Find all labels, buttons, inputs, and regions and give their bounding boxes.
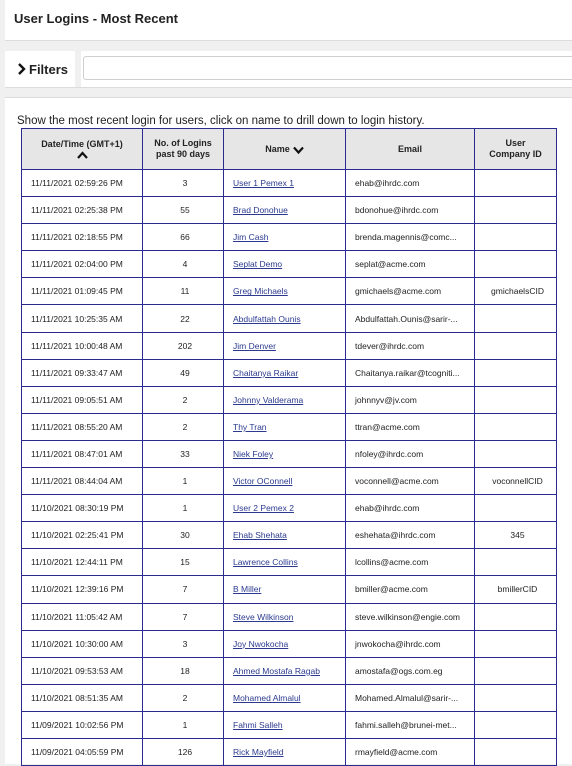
email-cell: eshehata@ihrdc.com: [346, 522, 475, 549]
login-count-cell: 2: [143, 684, 224, 711]
logins-table: [21, 128, 557, 766]
chevron-down-icon: [293, 146, 304, 154]
report-description: Show the most recent login for users, click on name to drill down to login history.: [17, 115, 425, 127]
user-name-cell: [224, 657, 346, 684]
company-id-cell: [475, 440, 557, 467]
login-datetime-cell: 11/10/2021 08:30:19 PM: [22, 495, 143, 522]
user-name-link[interactable]: Jim Cash: [233, 232, 269, 243]
logins-column-header: [143, 129, 224, 170]
company-id-cell: [475, 657, 557, 684]
company-id-cell: [475, 305, 557, 332]
user-name-link[interactable]: Ahmed Mostafa Ragab: [233, 665, 320, 676]
user-name-cell: [224, 576, 346, 603]
login-datetime-cell: 11/09/2021 10:02:56 PM: [22, 711, 143, 738]
email-cell: tdever@ihrdc.com: [346, 332, 475, 359]
login-count-cell: 30: [143, 522, 224, 549]
chevron-up-icon: [77, 151, 88, 159]
table-header-row: [22, 129, 557, 170]
filters-divider: [75, 51, 81, 87]
company-id-cell: [475, 197, 557, 224]
user-name-link[interactable]: Seplat Demo: [233, 259, 283, 270]
datetime-header-label: Date/Time (GMT+1): [41, 139, 123, 149]
login-datetime-cell: 11/10/2021 12:39:16 PM: [22, 576, 143, 603]
company-id-column-header: [475, 129, 557, 170]
user-name-link[interactable]: Thy Tran: [233, 421, 267, 432]
filters-panel: [5, 51, 572, 88]
company-id-cell: [475, 332, 557, 359]
company-header-line2: Company ID: [489, 149, 542, 159]
company-id-cell: gmichaelsCID: [475, 278, 557, 305]
user-name-cell: [224, 386, 346, 413]
login-datetime-cell: 11/11/2021 09:05:51 AM: [22, 386, 143, 413]
email-cell: ehab@ihrdc.com: [346, 170, 475, 197]
company-id-cell: [475, 549, 557, 576]
user-name-cell: [224, 251, 346, 278]
login-datetime-cell: 11/10/2021 02:25:41 PM: [22, 522, 143, 549]
table-row: [22, 522, 557, 549]
login-count-cell: 1: [143, 711, 224, 738]
datetime-column-header[interactable]: [22, 129, 143, 170]
user-name-cell: [224, 359, 346, 386]
company-id-cell: [475, 251, 557, 278]
login-count-cell: 3: [143, 170, 224, 197]
login-datetime-cell: 11/10/2021 09:53:53 AM: [22, 657, 143, 684]
table-row: [22, 278, 557, 305]
email-cell: gmichaels@acme.com: [346, 278, 475, 305]
content-panel: [5, 97, 572, 764]
user-name-link[interactable]: Rick Mayfield: [233, 747, 284, 758]
user-name-cell: [224, 738, 346, 765]
login-count-cell: 66: [143, 224, 224, 251]
user-name-cell: [224, 197, 346, 224]
email-cell: fahmi.salleh@brunei-met...: [346, 711, 475, 738]
logins-header-line2: past 90 days: [155, 149, 211, 159]
email-cell: ehab@ihrdc.com: [346, 495, 475, 522]
user-name-cell: [224, 278, 346, 305]
login-datetime-cell: 11/11/2021 10:00:48 AM: [22, 332, 143, 359]
email-cell: nfoley@ihrdc.com: [346, 440, 475, 467]
table-row: [22, 359, 557, 386]
login-count-cell: 3: [143, 630, 224, 657]
login-datetime-cell: 11/11/2021 08:55:20 AM: [22, 413, 143, 440]
table-row: [22, 305, 557, 332]
login-count-cell: 4: [143, 251, 224, 278]
email-cell: brenda.magennis@comc...: [346, 224, 475, 251]
email-cell: bmiller@acme.com: [346, 576, 475, 603]
user-name-link[interactable]: Brad Donohue: [233, 205, 288, 216]
user-name-cell: [224, 170, 346, 197]
login-datetime-cell: 11/09/2021 04:05:59 PM: [22, 738, 143, 765]
company-id-cell: [475, 603, 557, 630]
table-row: [22, 603, 557, 630]
company-id-cell: [475, 738, 557, 765]
name-header-label: Name: [265, 143, 290, 154]
company-header-line1: User: [505, 138, 526, 148]
name-column-header[interactable]: [224, 129, 346, 170]
table-row: [22, 711, 557, 738]
login-count-cell: 22: [143, 305, 224, 332]
table-row: [22, 495, 557, 522]
login-count-cell: 7: [143, 576, 224, 603]
login-datetime-cell: 11/11/2021 09:33:47 AM: [22, 359, 143, 386]
company-id-cell: [475, 495, 557, 522]
company-id-cell: [475, 413, 557, 440]
logins-header-line1: No. of Logins: [154, 138, 212, 148]
user-name-link[interactable]: User 2 Pemex 2: [233, 503, 294, 514]
login-count-cell: 11: [143, 278, 224, 305]
login-count-cell: 2: [143, 386, 224, 413]
user-name-link[interactable]: Lawrence Collins: [233, 557, 298, 568]
email-cell: Abdulfattah.Ounis@sarir-...: [346, 305, 475, 332]
user-name-link[interactable]: Joy Nwokocha: [233, 638, 289, 649]
user-name-link[interactable]: Jim Denver: [233, 340, 276, 351]
user-name-cell: [224, 549, 346, 576]
filters-toggle[interactable]: [5, 51, 73, 87]
table-row: [22, 413, 557, 440]
email-column-header: Email: [346, 129, 475, 170]
email-cell: johnnyv@jv.com: [346, 386, 475, 413]
login-datetime-cell: 11/11/2021 08:44:04 AM: [22, 468, 143, 495]
company-id-cell: voconnellCID: [475, 468, 557, 495]
email-cell: lcollins@acme.com: [346, 549, 475, 576]
user-name-cell: [224, 440, 346, 467]
login-datetime-cell: 11/11/2021 08:47:01 AM: [22, 440, 143, 467]
table-row: [22, 332, 557, 359]
user-name-cell: [224, 603, 346, 630]
email-cell: Chaitanya.raikar@tcogniti...: [346, 359, 475, 386]
email-cell: seplat@acme.com: [346, 251, 475, 278]
table-row: [22, 684, 557, 711]
user-name-link[interactable]: Niek Foley: [233, 448, 274, 459]
table-row: [22, 630, 557, 657]
email-cell: jnwokocha@ihrdc.com: [346, 630, 475, 657]
user-name-link[interactable]: Abdulfattah Ounis: [233, 313, 301, 324]
login-datetime-cell: 11/11/2021 02:18:55 PM: [22, 224, 143, 251]
table-row: [22, 657, 557, 684]
filters-input[interactable]: [83, 56, 572, 80]
user-name-cell: [224, 413, 346, 440]
email-cell: amostafa@ogs.com.eg: [346, 657, 475, 684]
company-id-cell: bmillerCID: [475, 576, 557, 603]
user-name-link[interactable]: Ehab Shehata: [233, 530, 287, 541]
user-name-link[interactable]: Victor OConnell: [233, 476, 293, 487]
company-id-cell: [475, 386, 557, 413]
login-count-cell: 33: [143, 440, 224, 467]
user-name-cell: [224, 305, 346, 332]
email-cell: ttran@acme.com: [346, 413, 475, 440]
login-count-cell: 15: [143, 549, 224, 576]
user-name-cell: [224, 684, 346, 711]
user-name-link[interactable]: Greg Michaels: [233, 286, 288, 297]
table-row: [22, 440, 557, 467]
chevron-right-icon: [17, 63, 26, 75]
login-count-cell: 1: [143, 468, 224, 495]
user-name-cell: [224, 332, 346, 359]
login-datetime-cell: 11/10/2021 08:51:35 AM: [22, 684, 143, 711]
login-datetime-cell: 11/10/2021 10:30:00 AM: [22, 630, 143, 657]
user-name-cell: [224, 630, 346, 657]
login-datetime-cell: 11/11/2021 01:09:45 PM: [22, 278, 143, 305]
company-id-cell: [475, 170, 557, 197]
table-row: [22, 251, 557, 278]
company-id-cell: [475, 630, 557, 657]
email-cell: rmayfield@acme.com: [346, 738, 475, 765]
company-id-cell: 345: [475, 522, 557, 549]
login-count-cell: 1: [143, 495, 224, 522]
company-id-cell: [475, 224, 557, 251]
table-row: [22, 197, 557, 224]
table-row: [22, 576, 557, 603]
login-datetime-cell: 11/10/2021 12:44:11 PM: [22, 549, 143, 576]
login-datetime-cell: 11/11/2021 10:25:35 AM: [22, 305, 143, 332]
email-cell: Mohamed.Almalul@sarir-...: [346, 684, 475, 711]
page-title: User Logins - Most Recent: [14, 11, 178, 26]
login-count-cell: 2: [143, 413, 224, 440]
table-row: [22, 738, 557, 765]
filters-label: Filters: [29, 61, 69, 77]
user-name-link[interactable]: B Miller: [233, 584, 262, 595]
user-name-link[interactable]: User 1 Pemex 1: [233, 178, 294, 189]
login-datetime-cell: 11/11/2021 02:04:00 PM: [22, 251, 143, 278]
user-name-link[interactable]: Johnny Valderama: [233, 394, 304, 405]
user-name-cell: [224, 224, 346, 251]
email-cell: bdonohue@ihrdc.com: [346, 197, 475, 224]
user-name-cell: [224, 468, 346, 495]
login-count-cell: 7: [143, 603, 224, 630]
title-panel: [5, 0, 572, 41]
login-count-cell: 126: [143, 738, 224, 765]
user-name-link[interactable]: Chaitanya Raikar: [233, 367, 299, 378]
login-datetime-cell: 11/11/2021 02:59:26 PM: [22, 170, 143, 197]
logins-table-body: [22, 170, 557, 766]
login-datetime-cell: 11/11/2021 02:25:38 PM: [22, 197, 143, 224]
user-name-link[interactable]: Fahmi Salleh: [233, 719, 283, 730]
user-name-link[interactable]: Mohamed Almalul: [233, 692, 301, 703]
login-datetime-cell: 11/10/2021 11:05:42 AM: [22, 603, 143, 630]
login-count-cell: 55: [143, 197, 224, 224]
company-id-cell: [475, 711, 557, 738]
login-count-cell: 49: [143, 359, 224, 386]
company-id-cell: [475, 359, 557, 386]
table-row: [22, 170, 557, 197]
user-name-link[interactable]: Steve Wilkinson: [233, 611, 294, 622]
user-name-cell: [224, 495, 346, 522]
email-cell: steve.wilkinson@engie.com: [346, 603, 475, 630]
login-count-cell: 202: [143, 332, 224, 359]
user-name-cell: [224, 711, 346, 738]
login-count-cell: 18: [143, 657, 224, 684]
table-row: [22, 468, 557, 495]
company-id-cell: [475, 684, 557, 711]
table-row: [22, 549, 557, 576]
email-cell: voconnell@acme.com: [346, 468, 475, 495]
user-name-cell: [224, 522, 346, 549]
table-row: [22, 224, 557, 251]
table-row: [22, 386, 557, 413]
